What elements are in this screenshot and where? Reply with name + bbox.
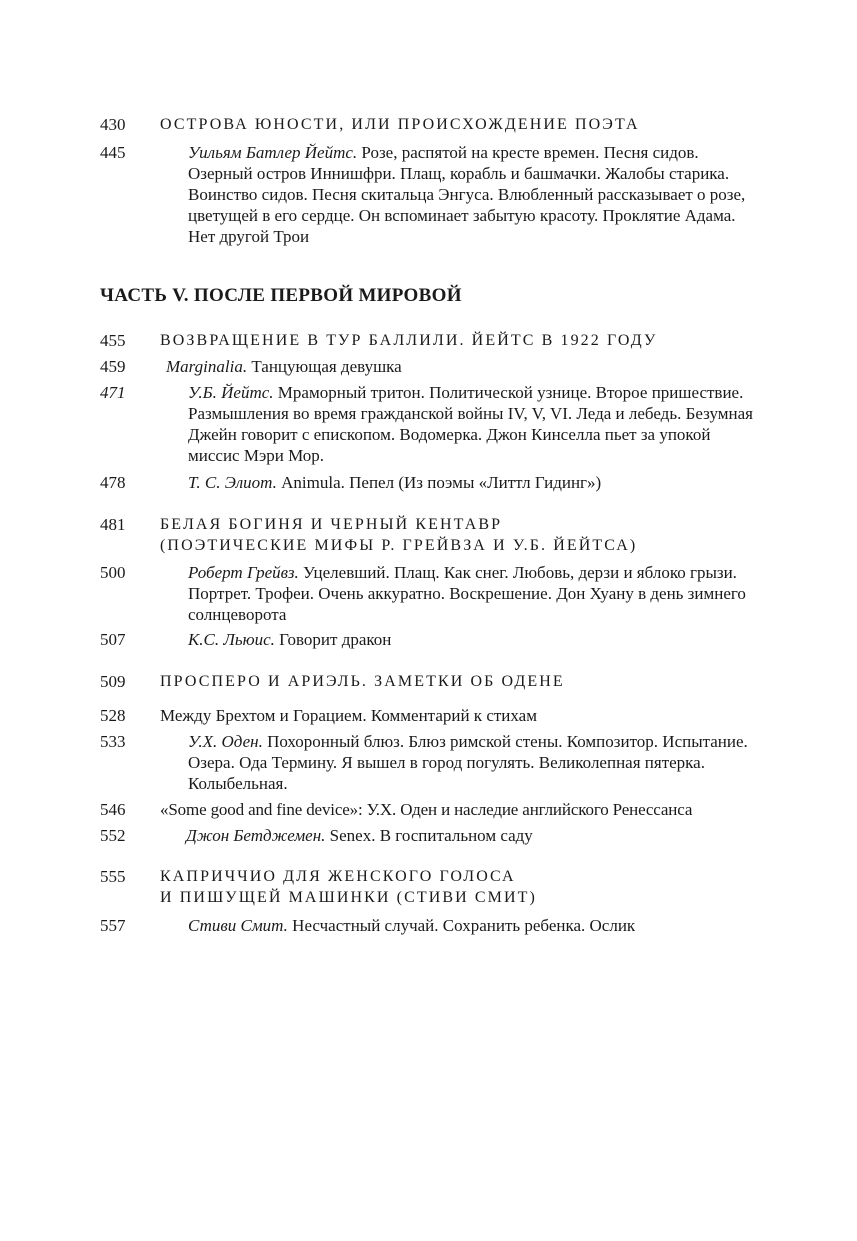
- chapter-heading: ПРОСПЕРО И АРИЭЛЬ. ЗАМЕТКИ ОБ ОДЕНЕ: [160, 673, 565, 690]
- chapter-heading-line2: (ПОЭТИЧЕСКИЕ МИФЫ Р. ГРЕЙВЗА И У.Б. ЙЕЙТСА): [160, 537, 638, 554]
- page-number: 481: [100, 515, 126, 534]
- author-name: Роберт Грейвз.: [188, 563, 299, 582]
- page-number: 528: [100, 706, 126, 725]
- essay-name: Marginalia.: [166, 357, 248, 376]
- poem-titles: Уцелевший. Плащ. Как снег. Любовь, дерзи и яблоко грызи. Портрет. Трофеи. Очень аккуратно. Воскрешение. Дон Хуану в день зимнего солнцеворота: [188, 563, 746, 624]
- author-name: Джон Бетджемен.: [186, 826, 326, 845]
- poem-list: [188, 562, 763, 625]
- poem-list: [188, 142, 763, 247]
- part-title: ЧАСТЬ V. ПОСЛЕ ПЕРВОЙ МИРОВОЙ: [100, 285, 462, 306]
- poem-titles: Senex. В госпитальном саду: [325, 826, 533, 845]
- author-name: Уильям Батлер Йейтс.: [188, 143, 358, 162]
- poem-list: [186, 825, 766, 846]
- chapter-heading: ОСТРОВА ЮНОСТИ, ИЛИ ПРОИСХОЖДЕНИЕ ПОЭТА: [160, 116, 640, 133]
- poem-list: [188, 382, 763, 466]
- essay-title: [166, 356, 766, 377]
- page-number: 478: [100, 473, 126, 492]
- page-number: 546: [100, 800, 126, 819]
- author-name: У.Х. Оден.: [188, 732, 263, 751]
- essay-title: «Some good and fine device»: У.Х. Оден и наследие английского Ренессанса: [160, 800, 693, 819]
- author-name: Т. С. Элиот.: [188, 473, 277, 492]
- author-name: Стиви Смит.: [188, 916, 288, 935]
- poem-titles: Розе, распятой на кресте времен. Песня сидов. Озерный остров Иннишфри. Плащ, корабль и башмачки. Жалобы старика. Воинство сидов. Песня скитальца Энгуса. Влюбленный рассказывает о розе, цветущей в его сердце. Он вспоминает забытую красоту. Проклятие Адама. Нет другой Трои: [188, 143, 746, 246]
- poem-titles: Говорит дракон: [274, 630, 392, 649]
- poem-titles: Мраморный тритон. Политической узнице. Второе пришествие. Размышления во время гражданской войны IV, V, VI. Леда и лебедь. Безумная Джейн говорит с епископом. Водомерка. Джон Кинселла пьет за упокой миссис Мэри Мор.: [188, 383, 753, 465]
- essay-subtitle: Танцующая девушка: [247, 357, 402, 376]
- page-number: 509: [100, 672, 126, 691]
- page-number: 430: [100, 115, 126, 134]
- author-name: У.Б. Йейтс.: [188, 383, 274, 402]
- poem-titles: Animula. Пепел (Из поэмы «Литтл Гидинг»): [276, 473, 602, 492]
- poem-list: [188, 472, 763, 493]
- poem-list: [188, 629, 763, 650]
- chapter-heading-line1: БЕЛАЯ БОГИНЯ И ЧЕРНЫЙ КЕНТАВР: [160, 516, 503, 533]
- page-number: 500: [100, 563, 126, 582]
- author-name: К.С. Льюис.: [188, 630, 275, 649]
- essay-title: Между Брехтом и Горацием. Комментарий к стихам: [160, 706, 537, 725]
- poem-list: [188, 915, 763, 936]
- page-number: 455: [100, 331, 126, 350]
- page-number: 552: [100, 826, 126, 845]
- page-number: 557: [100, 916, 126, 935]
- page-number: 533: [100, 732, 126, 751]
- poem-titles: Похоронный блюз. Блюз римской стены. Композитор. Испытание. Озера. Ода Термину. Я вышел в город погулять. Великолепная пятерка. Колыбельная.: [188, 732, 748, 793]
- poem-titles: Несчастный случай. Сохранить ребенка. Ослик: [287, 916, 636, 935]
- poem-list: [188, 731, 763, 794]
- page-number: 471: [100, 383, 126, 402]
- chapter-heading-line2: И ПИШУЩЕЙ МАШИНКИ (СТИВИ СМИТ): [160, 889, 537, 906]
- page-number: 459: [100, 357, 126, 376]
- page-number: 555: [100, 867, 126, 886]
- page-number: 445: [100, 143, 126, 162]
- chapter-heading: ВОЗВРАЩЕНИЕ В ТУР БАЛЛИЛИ. ЙЕЙТС В 1922 ГОДУ: [160, 332, 658, 349]
- chapter-heading-line1: КАПРИЧЧИО ДЛЯ ЖЕНСКОГО ГОЛОСА: [160, 868, 516, 885]
- page-number: 507: [100, 630, 126, 649]
